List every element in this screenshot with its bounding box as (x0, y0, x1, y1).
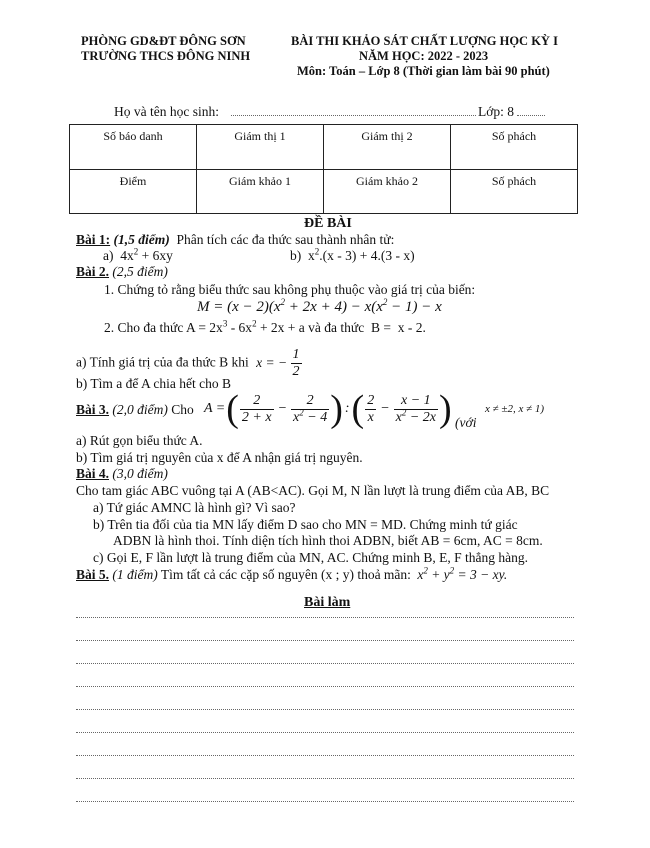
problem-5: Bài 5. (1 điểm) Tìm tất cả các cặp số nguyên (x ; y) thoả mãn: $x^2 + y^2 = 3$ − xy. (76, 565, 508, 582)
student-name-field[interactable] (231, 115, 476, 116)
problem-3a: a) Rút gọn biểu thức A. (76, 433, 203, 448)
table-cell: Số phách (451, 125, 578, 170)
answer-line[interactable] (76, 663, 574, 664)
answer-line[interactable] (76, 732, 574, 733)
answer-line[interactable] (76, 801, 574, 802)
problem-3-condition: x ≠ ±2, x ≠ 1) (485, 403, 545, 415)
fraction-one-half: $\frac{1}{2}$ (292, 347, 300, 379)
problem-4-intro: Cho tam giác ABC vuông tại A (AB<AC). Gọi M, N lần lượt là trung điểm của AB, BC (76, 483, 550, 498)
answer-line[interactable] (76, 640, 574, 641)
problem-1-label: Bài 1: (76, 232, 111, 247)
school-year: NĂM HỌC: 2022 - 2023 (359, 49, 489, 63)
answer-line[interactable] (76, 778, 574, 779)
problem-2-item1: 1. Chứng tỏ rằng biểu thức sau không phụ thuộc vào giá trị của biến: (104, 282, 476, 297)
table-cell: Giám thị 1 (197, 125, 324, 170)
expression-m: $M = (x - 2)(x^2 + 2x + 4) - x(x^2 - 1) - x$ (197, 297, 442, 315)
table-cell: Giám khảo 2 (324, 169, 451, 214)
problem-2a: a) Tính giá trị của đa thức B khi x = − $\frac{1}{2}$ (76, 347, 300, 379)
problem-3-label: Bài 3. (76, 402, 110, 417)
problem-4-label: Bài 4. (76, 466, 110, 481)
problem-2-heading (76, 264, 168, 280)
problem-3-lead: Cho (171, 402, 194, 417)
problem-3-points: (2,0 điểm) (112, 402, 168, 417)
answer-line[interactable] (76, 709, 574, 710)
problem-1b: b) $x^2.(x - 3) + 4.(3 - x)$ (290, 246, 415, 263)
problem-1a: a) $4x^2 + 6xy$ (103, 246, 173, 263)
problem-1-heading (76, 232, 394, 248)
problem-2-points: (2,5 điểm) (112, 264, 168, 279)
department-name: PHÒNG GD&ĐT ĐÔNG SƠN (81, 34, 246, 48)
problem-3-condition-word: (với (455, 415, 477, 430)
problem-5-points: (1 điểm) (112, 567, 158, 582)
problem-1-points: (1,5 điểm) (113, 232, 170, 247)
table-cell: Số phách (451, 169, 578, 214)
problem-4-points: (3,0 điểm) (112, 466, 168, 481)
problem-3b: b) Tìm giá trị nguyên của x để A nhận giá trị nguyên. (76, 450, 363, 465)
class-field[interactable] (517, 115, 545, 116)
problem-1-text: Phân tích các đa thức sau thành nhân tử: (176, 232, 395, 247)
problem-2-item2: 2. Cho đa thức $A = 2x^3 - 6x^2 + 2x + a$ và đa thức B = x - 2. (104, 318, 426, 335)
problem-4b-line1: b) Trên tia đối của tia MN lấy điểm D sao cho MN = MD. Chứng minh tứ giác (93, 517, 518, 532)
table-cell: Giám thị 2 (324, 125, 451, 170)
answer-line[interactable] (76, 686, 574, 687)
table-cell: Giám khảo 1 (197, 169, 324, 214)
school-name: TRƯỜNG THCS ĐÔNG NINH (81, 49, 251, 63)
answer-line[interactable] (76, 617, 574, 618)
student-name-label: Họ và tên học sinh: (114, 104, 219, 119)
class-label: Lớp: 8 (478, 104, 515, 119)
problem-4a: a) Tứ giác AMNC là hình gì? Vì sao? (93, 500, 296, 515)
problem-4b-line2: ADBN là hình thoi. Tính diện tích hình thoi ADBN, biết AB = 6cm, AC = 8cm. (113, 533, 543, 548)
answer-title: Bài làm (304, 595, 351, 610)
expression-a: A = ( $\frac{2}{2 + x}$ − $\frac{2}{x^2 - 4}$ ) : ( $\frac{2}{x}$ − $\frac{x - 1}{x^2 - 2x}$ ) (204, 388, 452, 430)
table-cell: Số báo danh (70, 125, 197, 170)
exam-title: ĐỀ BÀI (304, 216, 352, 231)
candidate-info-table (69, 124, 578, 214)
problem-5-text: Tìm tất cả các cặp số nguyên (x ; y) thoả mãn: (160, 567, 411, 582)
answer-line[interactable] (76, 755, 574, 756)
problem-5-label: Bài 5. (76, 567, 110, 582)
problem-4-heading (76, 466, 168, 482)
problem-3-heading (76, 402, 194, 418)
problem-2-label: Bài 2. (76, 264, 110, 279)
table-cell: Điểm (70, 169, 197, 214)
subject-line: Môn: Toán – Lớp 8 (Thời gian làm bài 90 phút) (297, 64, 550, 78)
problem-2b: b) Tìm a để A chia hết cho B (76, 376, 231, 391)
problem-4c: c) Gọi E, F lần lượt là trung điểm của MN, AC. Chứng minh B, E, F thẳng hàng. (93, 550, 528, 565)
exam-heading: BÀI THI KHẢO SÁT CHẤT LƯỢNG HỌC KỲ I (291, 34, 558, 48)
